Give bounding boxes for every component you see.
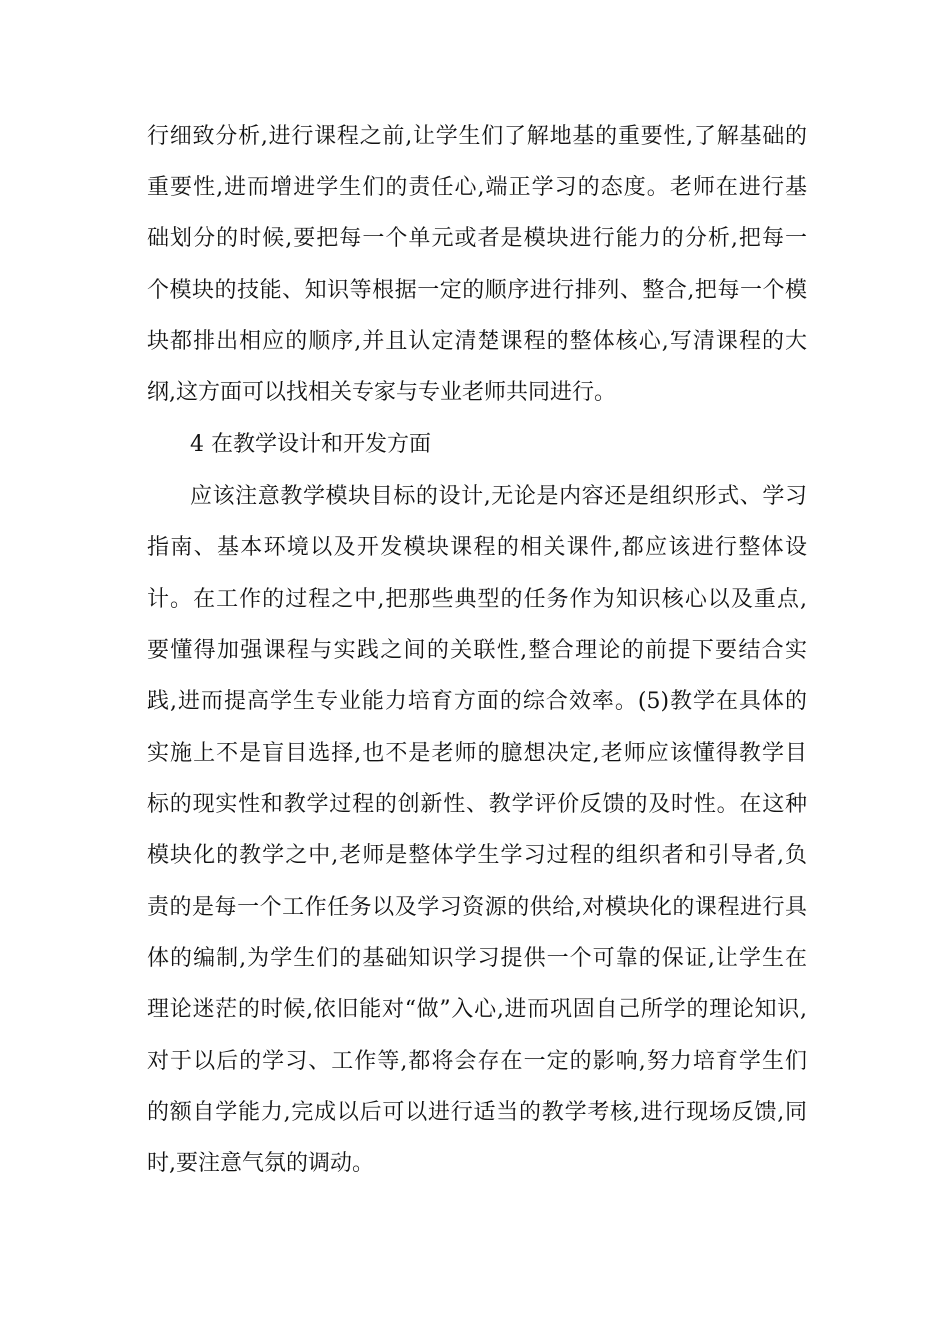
text-line: 个模块的技能、知识等根据一定的顺序进行排列、整合,把每一个模 [147, 278, 807, 303]
section-heading: 4 在教学设计和开发方面 [190, 432, 431, 457]
text-line: 应该注意教学模块目标的设计,无论是内容还是组织形式、学习 [190, 484, 807, 509]
text-line: 模块化的教学之中,老师是整体学生学习过程的组织者和引导者,负 [147, 843, 807, 868]
text-line: 标的现实性和教学过程的创新性、教学评价反馈的及时性。在这种 [147, 792, 807, 817]
text-line: 重要性,进而增进学生们的责任心,端正学习的态度。老师在进行基 [147, 175, 807, 200]
text-line: 理论迷茫的时候,依旧能对“做”入心,进而巩固自己所学的理论知识, [147, 997, 807, 1022]
text-line: 纲,这方面可以找相关专家与专业老师共同进行。 [147, 380, 616, 405]
text-line: 础划分的时候,要把每一个单元或者是模块进行能力的分析,把每一 [147, 226, 807, 251]
text-line: 指南、基本环境以及开发模块课程的相关课件,都应该进行整体设 [147, 535, 807, 560]
text-line: 时,要注意气氛的调动。 [147, 1151, 374, 1176]
text-line: 实施上不是盲目选择,也不是老师的臆想决定,老师应该懂得教学目 [147, 741, 807, 766]
text-line: 责的是每一个工作任务以及学习资源的供给,对模块化的课程进行具 [147, 895, 807, 920]
text-line: 要懂得加强课程与实践之间的关联性,整合理论的前提下要结合实 [147, 638, 807, 663]
text-line: 的额自学能力,完成以后可以进行适当的教学考核,进行现场反馈,同 [147, 1100, 807, 1125]
text-line: 块都排出相应的顺序,并且认定清楚课程的整体核心,写清课程的大 [147, 329, 807, 354]
text-line: 践,进而提高学生专业能力培育方面的综合效率。(5)教学在具体的 [147, 689, 807, 714]
text-line: 计。在工作的过程之中,把那些典型的任务作为知识核心以及重点, [147, 587, 807, 612]
text-line: 行细致分析,进行课程之前,让学生们了解地基的重要性,了解基础的 [147, 124, 807, 149]
text-line: 体的编制,为学生们的基础知识学习提供一个可靠的保证,让学生在 [147, 946, 807, 971]
text-line: 对于以后的学习、工作等,都将会存在一定的影响,努力培育学生们 [147, 1049, 807, 1074]
